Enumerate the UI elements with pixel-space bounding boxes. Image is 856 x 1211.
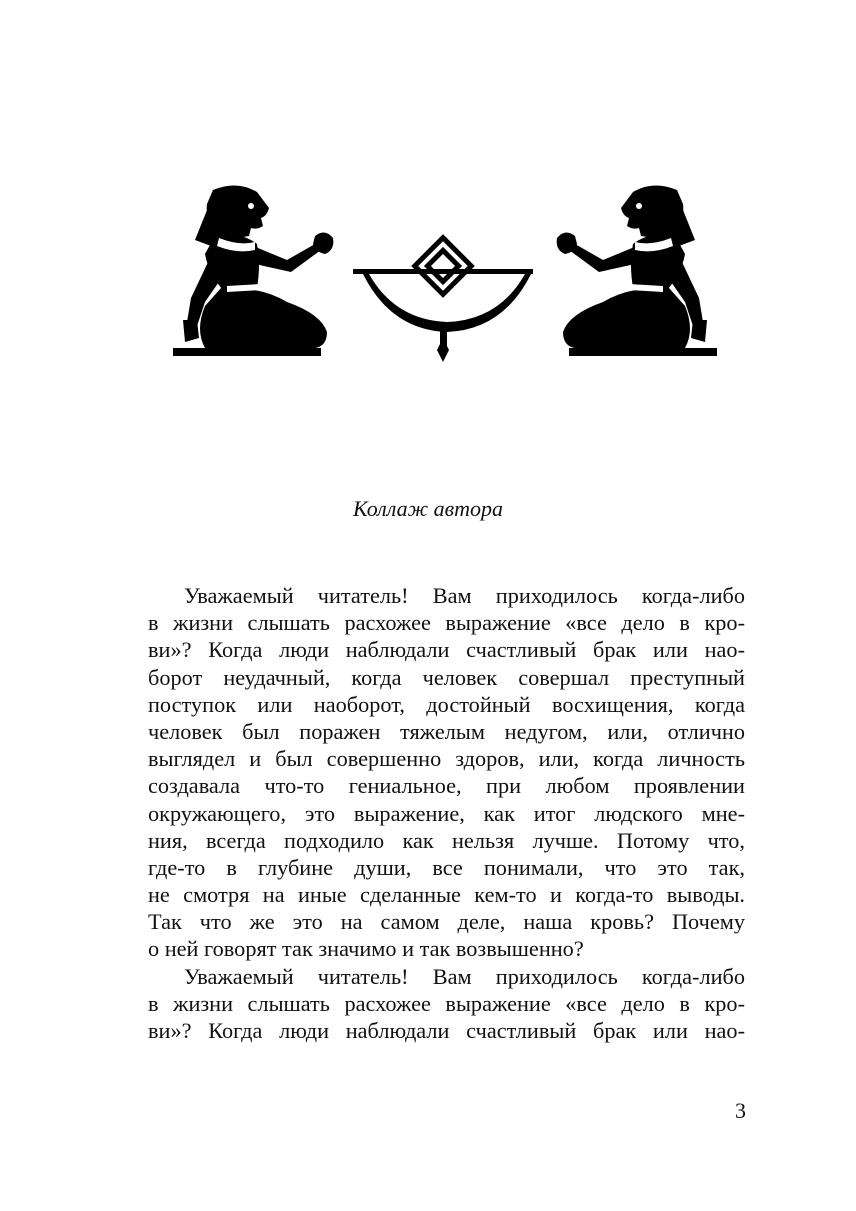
illustration-caption: Коллаж автора [352, 496, 504, 521]
page-number: 3 [735, 1098, 746, 1123]
body-text [148, 582, 745, 1044]
text-line: выглядел и был совершенно здоров, или, когда личность [148, 746, 745, 772]
right-seated-figure [557, 185, 717, 356]
left-seated-figure [173, 185, 333, 356]
text-line: Уважаемый читатель! Вам приходилось когда-либо [184, 963, 745, 989]
text-line: в жизни слышать расхожее выражение «все дело в кро- [148, 610, 745, 636]
text-line: не смотря на иные сделанные кем-то и когда-то выводы. [148, 882, 745, 908]
text-line: ви»? Когда люди наблюдали счастливый брак или нао- [148, 637, 745, 663]
text-line: окружающего, это выражение, как итог людского мне- [148, 800, 745, 826]
text-line: ния, всегда подходило как нельзя лучше. Потому что, [148, 827, 745, 853]
text-line: Уважаемый читатель! Вам приходилось когда-либо [184, 583, 745, 608]
text-line: где-то в глубине души, все понимали, что это так, [148, 854, 745, 880]
text-line: человек был поражен тяжелым недугом, или, отлично [148, 718, 745, 744]
text-line: борот неудачный, когда человек совершал преступный [148, 664, 745, 690]
text-line: о ней говорят так значимо и так возвышенно? [148, 936, 584, 962]
text-line: создавала что-то гениальное, при любом проявлении [148, 773, 745, 799]
central-ornament [353, 238, 533, 362]
text-line: ви»? Когда люди наблюдали счастливый брак или нао- [148, 1018, 745, 1043]
egyptian-figures-collage [165, 180, 725, 370]
text-line: поступок или наоборот, достойный восхищения, когда [148, 691, 745, 717]
text-line: в жизни слышать расхожее выражение «все дело в кро- [148, 990, 745, 1016]
text-line: Так что же это на самом деле, наша кровь? Почему [148, 909, 745, 935]
